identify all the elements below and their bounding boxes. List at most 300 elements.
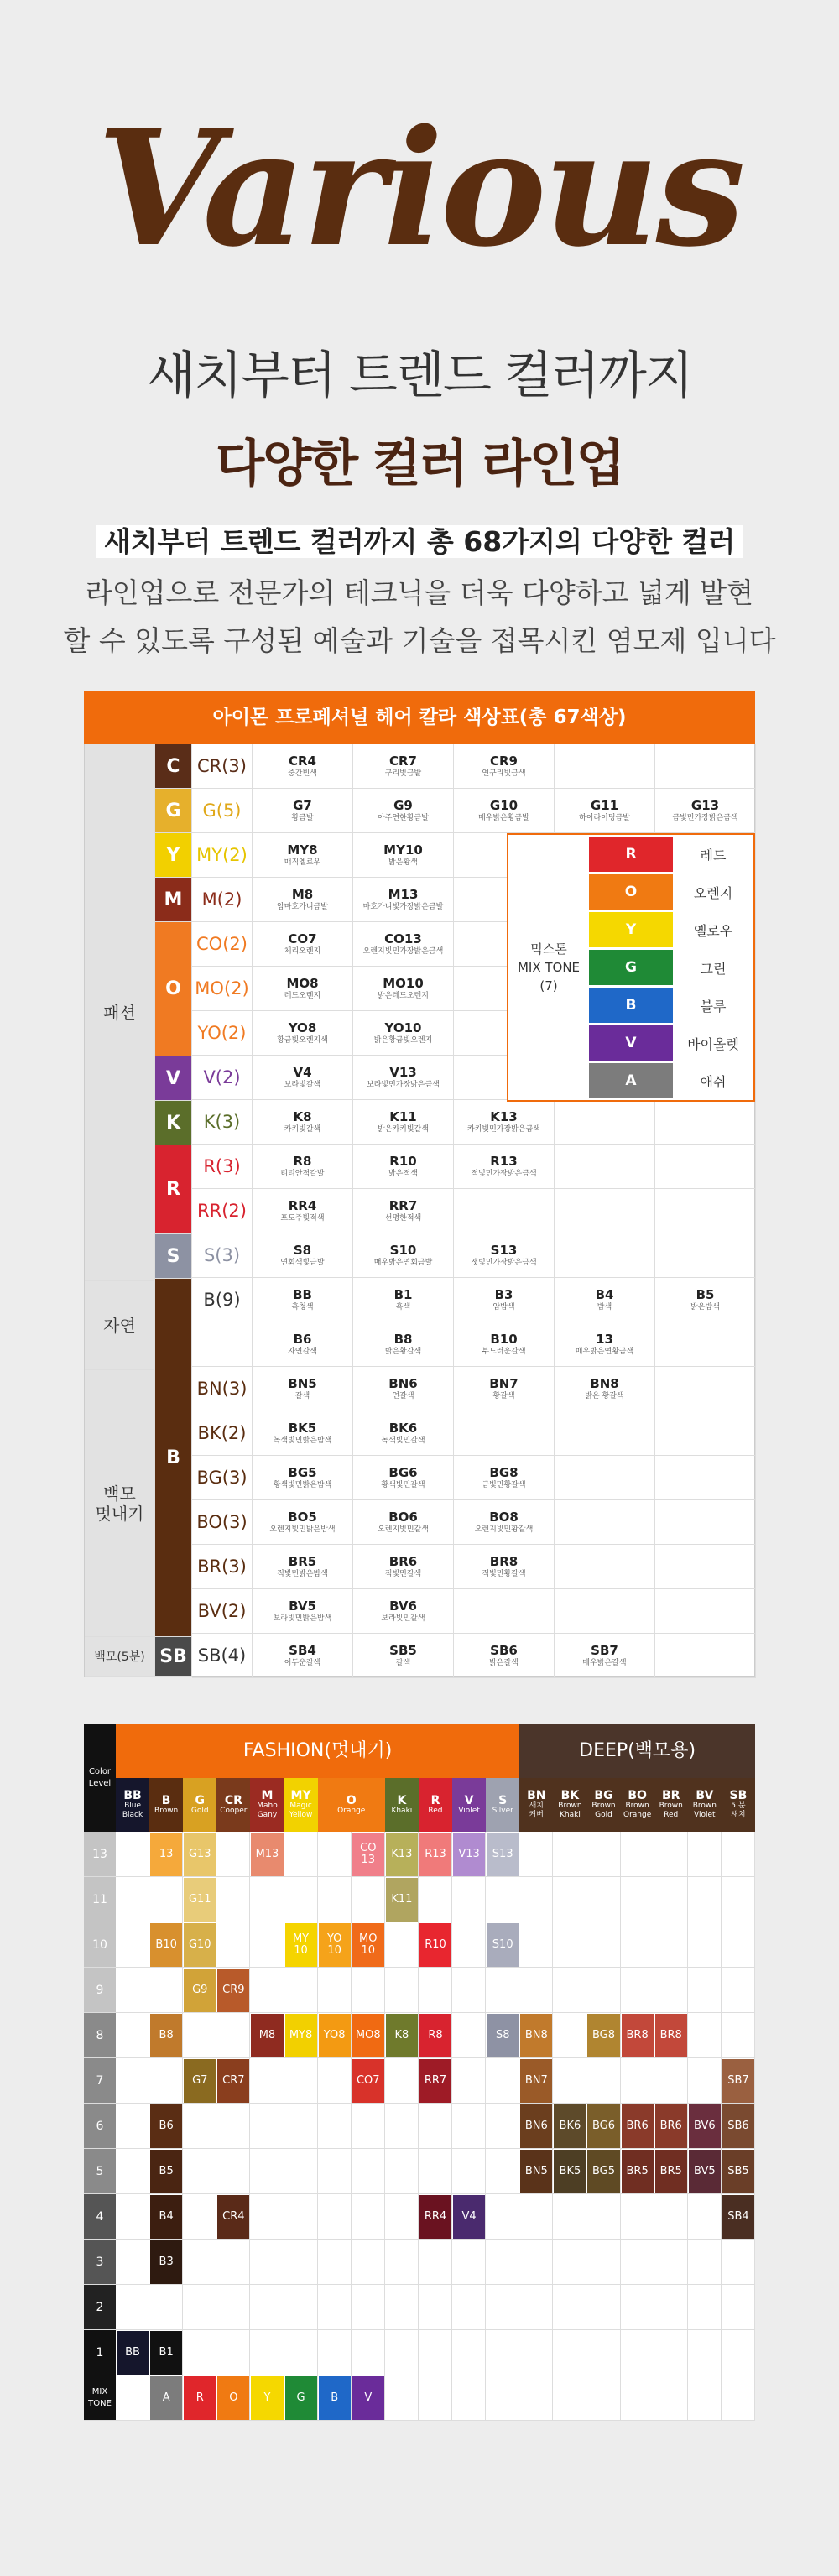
shade-cell <box>253 1589 353 1634</box>
series-RR(2): RR(2) <box>192 1189 253 1233</box>
shade-code: SB6 <box>490 1643 518 1658</box>
grid-cell <box>352 2194 385 2240</box>
shade-desc: 카키빛민가장밝은금색 <box>467 1125 540 1134</box>
shade-cell <box>253 744 353 789</box>
grid-cell <box>519 2330 553 2375</box>
col-header-BB <box>116 1778 149 1832</box>
grid-cell <box>722 2013 755 2058</box>
shade-swatch: 13 <box>150 1833 182 1876</box>
shade-cell <box>353 1411 454 1456</box>
shade-code: BB <box>293 1287 312 1302</box>
grid-cell <box>586 2330 620 2375</box>
shade-code: V4 <box>293 1065 312 1080</box>
shade-code: CR9 <box>490 754 518 769</box>
shade-desc: 오렌지빛민가장밝은금색 <box>362 947 444 956</box>
grid-cell <box>318 2104 352 2149</box>
shade-cell <box>253 1233 353 1278</box>
grid-cell <box>250 2058 284 2104</box>
col-header-O <box>318 1778 385 1832</box>
shade-cell <box>253 967 353 1011</box>
grid-cell <box>586 1968 620 2013</box>
shade-swatch: M8 <box>251 2014 283 2057</box>
shade-desc: 밝은황색 <box>388 858 418 867</box>
shade-swatch: B4 <box>150 2195 182 2239</box>
mix-tone-swatch: V <box>589 1025 673 1061</box>
col-code: BB <box>123 1789 142 1802</box>
shade-swatch: R8 <box>420 2014 451 2057</box>
grid-cell <box>452 2058 486 2104</box>
shade-swatch: V <box>352 2376 384 2420</box>
col-code: S <box>498 1793 508 1807</box>
shade-desc: 체리오렌지 <box>284 947 321 956</box>
level-label: 4 <box>84 2194 116 2240</box>
grid-cell <box>318 1877 352 1922</box>
shade-cell <box>454 1545 555 1589</box>
shade-swatch: CR4 <box>217 2195 249 2239</box>
headline-1: 새치부터 트렌드 컬러까지 <box>147 347 692 405</box>
category-패션: 패션 <box>85 744 155 1281</box>
shade-code: BN7 <box>489 1376 519 1391</box>
shade-desc: 보라빛민가장밝은금색 <box>367 1081 440 1089</box>
col-code: G <box>195 1793 205 1807</box>
grid-cell <box>519 1922 553 1968</box>
col-code: CR <box>224 1793 242 1807</box>
shade-code: G10 <box>489 798 519 813</box>
grid-cell <box>621 1877 654 1922</box>
shade-code: K13 <box>490 1109 518 1124</box>
shade-swatch: G <box>285 2376 317 2420</box>
shade-swatch: G10 <box>184 1923 216 1967</box>
grid-cell <box>116 2240 149 2285</box>
shade-desc: 밝은황갈색 <box>384 1348 422 1356</box>
grid-cell <box>553 2240 586 2285</box>
shade-cell <box>353 833 454 878</box>
shade-swatch: A <box>150 2376 182 2420</box>
grid-cell <box>216 1832 250 1877</box>
col-code: K <box>397 1793 407 1807</box>
shade-code: CR7 <box>389 754 417 769</box>
shade-code: BK5 <box>288 1421 317 1436</box>
shade-cell <box>454 1322 555 1367</box>
shade-swatch: V13 <box>453 1833 485 1876</box>
shade-swatch: CO 13 <box>352 1833 384 1876</box>
grid-cell <box>553 2194 586 2240</box>
letter-SB: SB <box>155 1637 192 1677</box>
shade-desc: 암밤색 <box>492 1303 515 1311</box>
shade-swatch: BG8 <box>587 2014 619 2057</box>
shade-cell <box>253 1100 353 1145</box>
grid-cell <box>116 1922 149 1968</box>
shade-swatch: SB4 <box>722 2195 754 2239</box>
shade-cell <box>353 1100 454 1145</box>
grid-cell <box>722 1877 755 1922</box>
mix-tone-row <box>589 986 755 1024</box>
grid-cell <box>519 2240 553 2285</box>
shade-cell <box>655 1145 756 1189</box>
grid-cell <box>688 2013 722 2058</box>
letter-R: R <box>155 1145 192 1234</box>
col-code: SB <box>729 1789 748 1802</box>
shade-desc: 중간빈색 <box>288 769 317 778</box>
shade-code: BV6 <box>389 1598 417 1614</box>
shade-desc: 오렌지빛민갈색 <box>378 1525 429 1534</box>
shade-swatch: CR9 <box>217 1969 249 2012</box>
shade-cell <box>253 1456 353 1500</box>
grid-cell <box>318 2194 352 2240</box>
shade-code: BK6 <box>388 1421 418 1436</box>
letter-C: C <box>155 744 192 789</box>
grid-cell <box>250 1877 284 1922</box>
grid-cell <box>216 2330 250 2375</box>
series-CO(2): CO(2) <box>192 922 253 967</box>
shade-cell <box>555 1545 655 1589</box>
shade-cell <box>555 1589 655 1634</box>
grid-cell <box>318 2330 352 2375</box>
grid-cell <box>116 1968 149 2013</box>
grid-cell <box>284 1877 318 1922</box>
shade-cell <box>555 1634 655 1678</box>
grid-cell <box>284 1832 318 1877</box>
col-header-K <box>385 1778 419 1832</box>
shade-swatch: BK5 <box>554 2150 586 2193</box>
shade-cell <box>353 1189 454 1233</box>
grid-cell <box>486 2285 519 2330</box>
grid-cell <box>688 2194 722 2240</box>
grid-cell <box>250 1968 284 2013</box>
grid-cell <box>352 1877 385 1922</box>
shade-swatch: SB7 <box>722 2059 754 2103</box>
grid-cell <box>284 2194 318 2240</box>
shade-desc: 연구리빛금색 <box>482 769 526 778</box>
grid-cell <box>183 2240 216 2285</box>
grid-cell <box>385 2058 419 2104</box>
col-name: Brown <box>154 1806 179 1815</box>
grid-cell <box>149 2058 183 2104</box>
shade-code: CO13 <box>384 931 422 946</box>
grid-cell <box>486 2104 519 2149</box>
grid-cell <box>486 2375 519 2421</box>
category-백모멋내기: 백모 멋내기 <box>85 1370 155 1637</box>
shade-cell <box>655 1100 756 1145</box>
series-CR(3): CR(3) <box>192 744 253 789</box>
level-label: 5 <box>84 2149 116 2194</box>
grid-cell <box>216 2149 250 2194</box>
shade-cell <box>353 1278 454 1322</box>
grid-cell <box>419 2149 452 2194</box>
mix-tone-name: 블루 <box>700 998 727 1014</box>
shade-desc: 밤색 <box>597 1303 612 1311</box>
shade-desc: 레드오렌지 <box>284 992 321 1000</box>
shade-code: R13 <box>490 1154 518 1169</box>
shade-desc: 갈색 <box>395 1659 411 1667</box>
shade-code: BR8 <box>489 1554 519 1569</box>
grid-cell <box>688 2240 722 2285</box>
shade-code: M8 <box>291 887 314 902</box>
grid-cell <box>553 1832 586 1877</box>
mix-tone-row <box>589 948 755 986</box>
shade-cell <box>555 1322 655 1367</box>
grid-cell <box>183 2149 216 2194</box>
grid-cell <box>621 1968 654 2013</box>
shade-desc: 밝은카키빛갈색 <box>378 1125 429 1134</box>
level-label: 9 <box>84 1968 116 2013</box>
letter-O: O <box>155 922 192 1056</box>
shade-swatch: CO7 <box>352 2059 384 2103</box>
grid-cell <box>553 2330 586 2375</box>
grid-cell <box>149 1968 183 2013</box>
col-name: Khaki <box>391 1806 413 1815</box>
series-MY(2): MY(2) <box>192 833 253 878</box>
shade-code: RR7 <box>388 1198 418 1213</box>
intro-line-1: 라인업으로 전문가의 테크닉을 더욱 다양하고 넓게 발현 <box>85 576 754 609</box>
col-name: Magic Yellow <box>289 1802 313 1819</box>
shade-desc: 흑색 <box>395 1303 411 1311</box>
grid-cell <box>452 2149 486 2194</box>
shade-desc: 오렌지빛민밝은밤색 <box>269 1525 336 1534</box>
col-header-S <box>486 1778 519 1832</box>
shade-desc: 선명한적색 <box>384 1214 422 1223</box>
shade-cell <box>253 878 353 922</box>
shade-code: BR6 <box>388 1554 418 1569</box>
grid-cell <box>318 1968 352 2013</box>
grid-cell <box>385 2149 419 2194</box>
shade-cell <box>555 1145 655 1189</box>
shade-swatch: BV5 <box>689 2150 721 2193</box>
grid-cell <box>688 1832 722 1877</box>
shade-cell <box>555 1500 655 1545</box>
shade-code: BN8 <box>590 1376 619 1391</box>
shade-cell <box>454 1589 555 1634</box>
shade-desc: 연갈색 <box>392 1392 414 1400</box>
col-header-M <box>250 1778 284 1832</box>
grid-cell <box>486 2240 519 2285</box>
grid-cell <box>116 2285 149 2330</box>
grid-cell <box>183 2285 216 2330</box>
shade-desc: 갈색 <box>294 1392 310 1400</box>
grid-cell <box>352 2240 385 2285</box>
grid-cell <box>318 2058 352 2104</box>
grid-cell <box>352 2285 385 2330</box>
grid-cell <box>519 2194 553 2240</box>
shade-desc: 마호가니빛가장밝은금발 <box>362 903 444 911</box>
grid-cell <box>688 2330 722 2375</box>
letter-Y: Y <box>155 833 192 878</box>
shade-cell <box>555 1278 655 1322</box>
col-code: O <box>346 1793 357 1807</box>
shade-swatch: BB <box>117 2331 149 2375</box>
grid-cell <box>385 1922 419 1968</box>
grid-cell <box>654 1832 688 1877</box>
shade-desc: 황갈색 <box>492 1392 515 1400</box>
grid-cell <box>586 1922 620 1968</box>
mix-tone-swatch: R <box>589 837 673 872</box>
letter-G: G <box>155 789 192 833</box>
shade-cell <box>353 744 454 789</box>
grid-cell <box>284 2330 318 2375</box>
series-BV(2): BV(2) <box>192 1589 253 1634</box>
shade-swatch: G11 <box>184 1878 216 1922</box>
shade-cell <box>353 1322 454 1367</box>
shade-cell <box>555 1411 655 1456</box>
shade-code: BG6 <box>388 1465 418 1480</box>
grid-cell <box>216 2104 250 2149</box>
shade-desc: 보라빛민갈색 <box>381 1614 425 1623</box>
shade-swatch: B1 <box>150 2331 182 2375</box>
shade-desc: 녹색빛민밝은밤색 <box>273 1437 332 1445</box>
grid-cell <box>318 1832 352 1877</box>
mix-tone-row <box>589 1061 755 1099</box>
grid-cell <box>519 2375 553 2421</box>
grid-cell <box>216 1922 250 1968</box>
shade-code: BN6 <box>388 1376 418 1391</box>
grid-cell <box>352 1968 385 2013</box>
grid-cell <box>452 2285 486 2330</box>
deep-header: DEEP(백모용) <box>519 1724 755 1778</box>
shade-desc: 황금발 <box>291 814 314 822</box>
grid-cell <box>621 1832 654 1877</box>
shade-cell <box>655 1634 756 1678</box>
col-name: Brown Gold <box>591 1802 616 1819</box>
col-name: Violet <box>458 1806 480 1815</box>
grid-cell <box>519 1877 553 1922</box>
grid-cell <box>250 2149 284 2194</box>
grid-cell <box>654 2330 688 2375</box>
series-YO(2): YO(2) <box>192 1011 253 1056</box>
shade-cell <box>454 1145 555 1189</box>
shade-desc: 암마호가니금발 <box>277 903 328 911</box>
shade-cell <box>253 1189 353 1233</box>
shade-cell <box>253 922 353 967</box>
series-BR(3): BR(3) <box>192 1545 253 1589</box>
shade-swatch: YO 10 <box>319 1923 351 1967</box>
shade-desc: 포도주빛적색 <box>280 1214 325 1223</box>
shade-code: S8 <box>293 1243 312 1258</box>
color-level-header: Color Level <box>84 1724 116 1832</box>
shade-desc: 보라빛민밝은밤색 <box>273 1614 332 1623</box>
shade-code: B5 <box>696 1287 715 1302</box>
shade-cell <box>555 1189 655 1233</box>
shade-code: BO5 <box>288 1510 317 1525</box>
grid-cell <box>486 1877 519 1922</box>
grid-cell <box>385 1968 419 2013</box>
shade-cell <box>253 1322 353 1367</box>
shade-code: B8 <box>393 1332 413 1347</box>
shade-swatch: MY8 <box>285 2014 317 2057</box>
shade-code: YO8 <box>288 1020 317 1035</box>
grid-cell <box>419 2330 452 2375</box>
grid-cell <box>722 2375 755 2421</box>
grid-cell <box>419 2285 452 2330</box>
col-code: BV <box>696 1789 714 1802</box>
col-header-BN <box>519 1778 553 1832</box>
shade-swatch: B10 <box>150 1923 182 1967</box>
col-name: Maho Gany <box>257 1802 278 1819</box>
mix-tone-name: 그린 <box>700 960 727 977</box>
shade-cell <box>655 1500 756 1545</box>
grid-cell <box>419 2104 452 2149</box>
shade-swatch: BR8 <box>655 2014 687 2057</box>
shade-swatch: BN5 <box>520 2150 552 2193</box>
shade-cell <box>454 1634 555 1678</box>
shade-desc: 황색빛민갈색 <box>381 1481 425 1489</box>
shade-swatch: V4 <box>453 2195 485 2239</box>
grid-cell <box>250 2194 284 2240</box>
grid-cell <box>183 2330 216 2375</box>
grid-cell <box>318 2240 352 2285</box>
grid-cell <box>216 2013 250 2058</box>
letter-K: K <box>155 1101 192 1145</box>
shade-desc: 금빛민가장밝은금색 <box>672 814 738 822</box>
shade-swatch: RR7 <box>420 2059 451 2103</box>
shade-cell <box>655 1456 756 1500</box>
shade-cell <box>253 1500 353 1545</box>
grid-cell <box>519 1832 553 1877</box>
shade-code: MO10 <box>383 976 424 991</box>
grid-cell <box>688 2285 722 2330</box>
grid-cell <box>654 2375 688 2421</box>
mix-tone-row <box>589 1024 755 1061</box>
shade-swatch: BR6 <box>655 2104 687 2148</box>
shade-cell <box>454 1456 555 1500</box>
col-code: V <box>464 1793 474 1807</box>
shade-code: G13 <box>690 798 720 813</box>
shade-desc: 연회색빛금발 <box>280 1259 325 1267</box>
shade-swatch: BR5 <box>622 2150 654 2193</box>
shade-code: K11 <box>389 1109 417 1124</box>
shade-code: BR5 <box>288 1554 317 1569</box>
grid-cell <box>688 1922 722 1968</box>
shade-cell <box>655 1278 756 1322</box>
shade-swatch: MY 10 <box>285 1923 317 1967</box>
mix-tone-row <box>589 835 755 873</box>
shade-desc: 하이라이팅금발 <box>579 814 630 822</box>
shade-code: SB7 <box>591 1643 618 1658</box>
grid-cell <box>553 1968 586 2013</box>
series-BK(2): BK(2) <box>192 1411 253 1456</box>
grid-cell <box>688 1877 722 1922</box>
grid-cell <box>183 2104 216 2149</box>
grid-cell <box>621 1922 654 1968</box>
shade-desc: 금빛민황갈색 <box>482 1481 526 1489</box>
mix-tone-swatch: Y <box>589 912 673 947</box>
level-label: MIX TONE <box>84 2375 116 2421</box>
grid-cell <box>250 2104 284 2149</box>
shade-swatch: BR6 <box>622 2104 654 2148</box>
grid-cell <box>183 2194 216 2240</box>
grid-cell <box>553 2375 586 2421</box>
shade-code: B3 <box>494 1287 513 1302</box>
category-자연: 자연 <box>85 1281 155 1370</box>
shade-swatch: K8 <box>386 2014 418 2057</box>
col-code: BG <box>594 1789 613 1802</box>
shade-code: SB5 <box>389 1643 417 1658</box>
shade-swatch: R13 <box>420 1833 451 1876</box>
shade-code: BN5 <box>288 1376 317 1391</box>
grid-cell <box>284 2240 318 2285</box>
grid-cell <box>385 2194 419 2240</box>
grid-cell <box>722 2240 755 2285</box>
shade-cell <box>655 1322 756 1367</box>
grid-cell <box>385 2104 419 2149</box>
shade-code: MY10 <box>383 842 423 858</box>
shade-swatch: BN7 <box>520 2059 552 2103</box>
grid-cell <box>116 1832 149 1877</box>
grid-cell <box>654 1877 688 1922</box>
grid-cell <box>352 2104 385 2149</box>
shade-cell <box>253 1278 353 1322</box>
shade-cell <box>655 1411 756 1456</box>
shade-code: S10 <box>389 1243 417 1258</box>
